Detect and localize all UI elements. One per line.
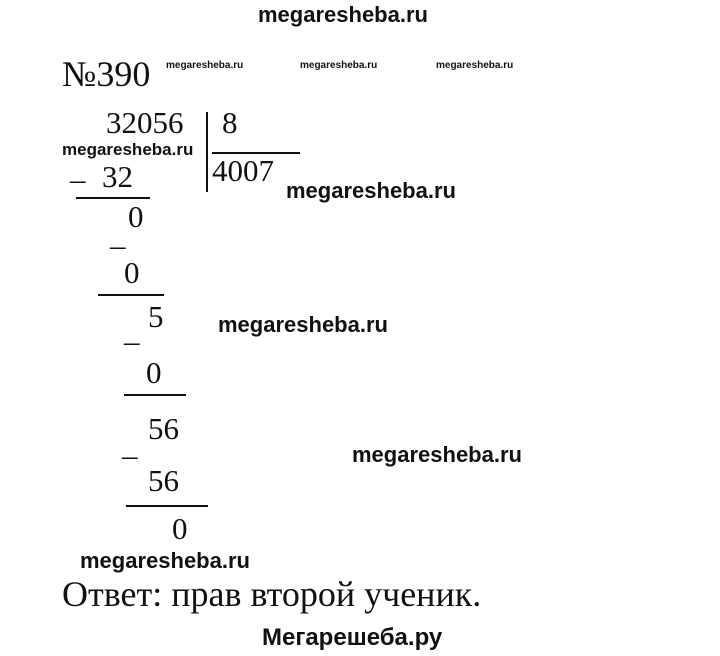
step-subtrahend: 56 (148, 463, 179, 498)
minus-sign: _ (122, 427, 138, 462)
watermark-small: megaresheba.ru (436, 60, 514, 71)
division-vertical-bar (206, 112, 208, 192)
step-underline (124, 394, 186, 396)
step-subtrahend: 0 (146, 355, 162, 390)
watermark-top: megaresheba.ru (258, 2, 428, 27)
watermark-footer: Мегарешеба.ру (262, 624, 443, 651)
step-underline (98, 294, 164, 296)
step-remainder: 0 (128, 199, 144, 234)
step-remainder: 56 (148, 411, 179, 446)
divisor: 8 (222, 105, 238, 140)
watermark-mid: megaresheba.ru (352, 442, 522, 467)
minus-sign: _ (124, 313, 140, 348)
quotient: 4007 (212, 153, 274, 188)
final-remainder: 0 (172, 511, 188, 546)
watermark-small: megaresheba.ru (300, 60, 378, 71)
step-subtrahend: 0 (124, 255, 140, 290)
step-underline (126, 505, 208, 507)
watermark-left: megaresheba.ru (62, 140, 194, 159)
answer-text: Ответ: прав второй ученик. (62, 574, 482, 614)
step-remainder: 5 (148, 299, 164, 334)
dividend: 32056 (106, 105, 184, 140)
step-subtrahend: 32 (102, 159, 133, 194)
watermark-small: megaresheba.ru (166, 60, 244, 71)
watermark-mid: megaresheba.ru (218, 312, 388, 337)
minus-sign: _ (110, 217, 126, 252)
problem-number: №390 (62, 54, 151, 94)
watermark-mid: megaresheba.ru (286, 178, 456, 203)
watermark-bottom-left: megaresheba.ru (80, 548, 250, 573)
minus-sign: _ (70, 151, 86, 186)
